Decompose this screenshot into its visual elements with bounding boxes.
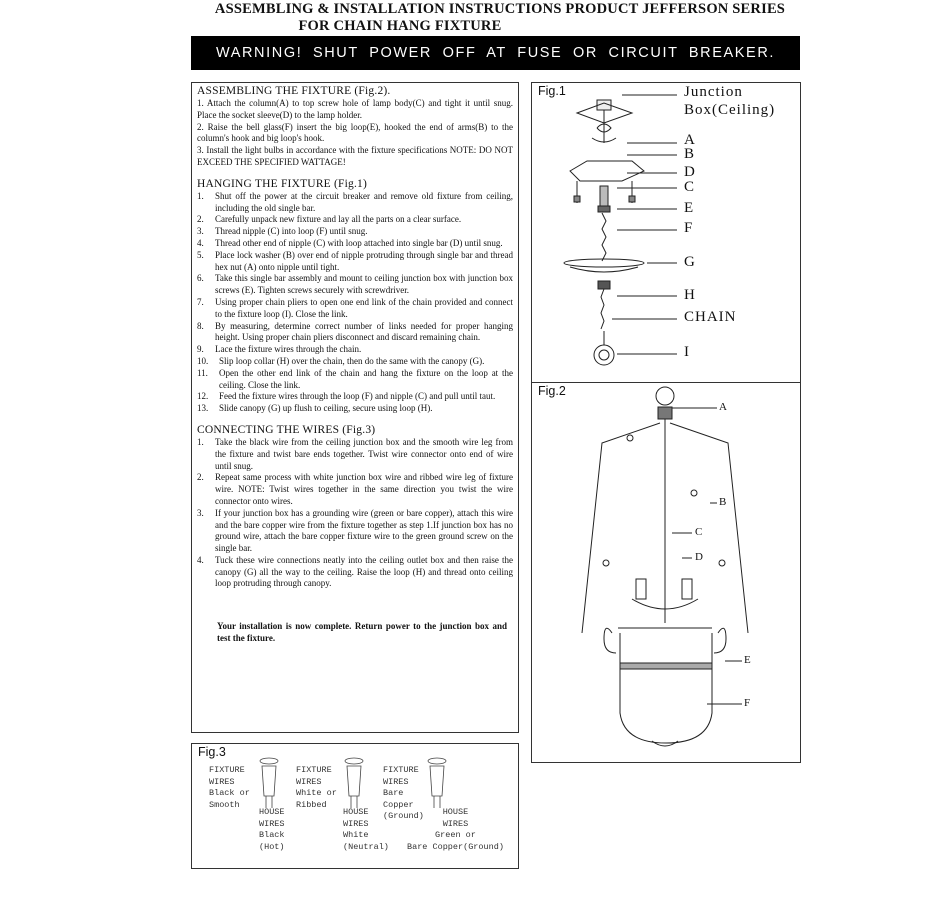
fig1-part-chain: CHAIN	[684, 309, 737, 325]
hanging-steps-list	[197, 191, 513, 415]
fig1-part-f: F	[684, 220, 694, 236]
hanging-step	[197, 344, 513, 356]
fig2-part-b: B	[719, 496, 727, 508]
hanging-step-number: 13.	[197, 403, 209, 414]
hanging-step-number: 12.	[197, 391, 209, 402]
connecting-section	[197, 424, 513, 644]
junction-box-label-2: Box(Ceiling)	[684, 102, 776, 118]
fig2-part-e: E	[744, 654, 751, 666]
fig1-part-e: E	[684, 200, 695, 216]
hanging-step	[197, 297, 513, 321]
figure-3-label: Fig.3	[198, 745, 226, 759]
connecting-step	[197, 555, 513, 590]
hanging-step-text: Slip loop collar (H) over the chain, then do the same with the canopy (G).	[219, 355, 485, 366]
hanging-step-number: 9.	[197, 344, 204, 355]
connecting-steps-list	[197, 437, 513, 590]
hanging-step-number: 10.	[197, 355, 209, 366]
connecting-step-text: Repeat same process with white junction box wire and ribbed wire leg of fixture wire. NOTE: Twist wires together in the same direction you twist the wire connector onto wires.	[215, 472, 513, 506]
hanging-step-text: Carefully unpack new fixture and lay all the parts on a clear surface.	[215, 214, 462, 225]
chain-hang-diagram	[532, 83, 800, 382]
figure-3-panel	[191, 743, 519, 869]
hanging-step-text: Thread other end of nipple (C) with loop attached into single bar (D) until snug.	[215, 237, 503, 248]
hanging-step	[197, 238, 513, 250]
fig2-part-d: D	[695, 551, 703, 563]
fig1-part-g: G	[684, 254, 696, 270]
hanging-step-text: Feed the fixture wires through the loop (F) and nipple (C) and pull until taut.	[219, 391, 496, 402]
fig3-house-wires-white: HOUSE WIRES White (Neutral)	[343, 807, 389, 852]
connecting-step-text: Take the black wire from the ceiling junction box and the smooth wire leg from the fixture and twist bare ends together. Twist wire connector onto end of wire until snug.	[215, 436, 513, 471]
fig3-house-wires-green: HOUSE WIRES Green or Bare Copper(Ground)	[407, 807, 504, 852]
hanging-step-number: 1.	[197, 190, 204, 201]
hanging-step-text: Thread nipple (C) into loop (F) until snug.	[215, 226, 368, 237]
connecting-step	[197, 437, 513, 472]
fig3-fixture-wires-white: FIXTURE WIRES White or Ribbed	[296, 765, 337, 810]
figure-1-panel	[531, 82, 801, 383]
fig1-part-c: C	[684, 179, 696, 195]
connecting-heading: CONNECTING THE WIRES (Fig.3)	[197, 423, 376, 436]
fig3-fixture-wires-black: FIXTURE WIRES Black or Smooth	[209, 765, 250, 810]
fig1-part-d: D	[684, 164, 696, 180]
fig3-fixture-wires-copper: FIXTURE WIRES Bare Copper (Ground)	[383, 765, 424, 821]
connecting-step-text: If your junction box has a grounding wire (green or bare copper), attach this wire and the bare copper wire from the fixture together as step 1.If junction box has no ground wire, attach the bare copper fixture wire to the green ground screw on the single bar.	[215, 507, 513, 554]
hanging-step-number: 3.	[197, 226, 204, 237]
hanging-step-number: 2.	[197, 214, 204, 225]
fig1-part-a: A	[684, 132, 696, 148]
fig2-part-c: C	[695, 526, 703, 538]
connecting-step	[197, 508, 513, 555]
hanging-step-number: 11.	[197, 367, 208, 378]
hanging-step	[197, 368, 513, 392]
hanging-step-number: 4.	[197, 237, 204, 248]
fig1-part-h: H	[684, 287, 696, 303]
hanging-step-text: By measuring, determine correct number of links needed for proper hanging height. Using proper chain pliers disconnect and discard remaining chain.	[215, 320, 513, 343]
hanging-step-text: Shut off the power at the circuit breaker and remove old fixture from ceiling, including the old single bar.	[215, 190, 513, 213]
fig1-part-i: I	[684, 344, 690, 360]
assembling-step: 3. Install the light bulbs in accordance with the fixture specifications NOTE: DO NOT EXCEED THE SPECIFIED WATTAGE!	[197, 145, 513, 167]
figure-1-label: Fig.1	[538, 84, 566, 98]
assembling-section	[197, 85, 513, 169]
connecting-step-text: Tuck these wire connections neatly into the ceiling outlet box and then raise the canopy (G) all the way to the ceiling. Raise the loop (H) and thread onto ceiling loop protruding through canopy.	[215, 554, 513, 589]
connecting-step-number: 3.	[197, 507, 204, 518]
hanging-step-text: Place lock washer (B) over end of nipple protruding through single bar and thread hex nut (A) onto nipple until tight.	[215, 249, 513, 272]
fig3-house-wires-black: HOUSE WIRES Black (Hot)	[259, 807, 285, 852]
assembling-step: 1. Attach the column(A) to top screw hole of lamp body(C) and tight it until snug. Place the socket sleeve(D) to the lamp holder.	[197, 98, 513, 120]
fixture-assembly-diagram	[532, 383, 800, 762]
warning-banner: WARNING! SHUT POWER OFF AT FUSE OR CIRCUIT BREAKER.	[191, 36, 800, 70]
figure-2-label: Fig.2	[538, 384, 566, 398]
hanging-step	[197, 356, 513, 368]
page-subtitle: FOR CHAIN HANG FIXTURE	[298, 18, 502, 34]
assembling-step: 2. Raise the bell glass(F) insert the big loop(E), hooked the end of arms(B) to the column's hook and big loop's hook.	[197, 121, 513, 144]
hanging-step	[197, 250, 513, 274]
hanging-step-text: Using proper chain pliers to open one end link of the chain provided and connect to the fixture loop (I). Close the link.	[215, 296, 513, 319]
hanging-step-number: 5.	[197, 249, 204, 260]
hanging-step	[197, 191, 513, 215]
hanging-step-number: 7.	[197, 296, 204, 307]
hanging-step	[197, 226, 513, 238]
hanging-step-text: Lace the fixture wires through the chain.	[215, 344, 362, 355]
hanging-step	[197, 214, 513, 226]
hanging-step	[197, 391, 513, 403]
fig2-part-a: A	[719, 401, 727, 413]
hanging-step-number: 8.	[197, 320, 204, 331]
hanging-heading: HANGING THE FIXTURE (Fig.1)	[197, 177, 368, 190]
hanging-step	[197, 403, 513, 415]
fig2-part-f: F	[744, 697, 751, 709]
hanging-step-text: Slide canopy (G) up flush to ceiling, secure using loop (H).	[219, 403, 433, 414]
completion-note: Your installation is now complete. Return power to the junction box and test the fixture.	[217, 621, 507, 644]
assembling-heading: ASSEMBLING THE FIXTURE (Fig.2).	[197, 85, 391, 97]
connecting-step-number: 2.	[197, 472, 204, 483]
connecting-step-number: 4.	[197, 554, 204, 565]
connecting-step-number: 1.	[197, 436, 204, 447]
connecting-step	[197, 472, 513, 507]
hanging-step-number: 6.	[197, 273, 204, 284]
hanging-step-text: Open the other end link of the chain and hang the fixture on the loop at the ceiling. Close the link.	[219, 367, 513, 390]
page-title: ASSEMBLING & INSTALLATION INSTRUCTIONS PRODUCT JEFFERSON SERIES	[214, 1, 786, 17]
junction-box-label-1: Junction	[684, 84, 743, 100]
hanging-step-text: Take this single bar assembly and mount to ceiling junction box with junction box screws (E). Tighten screws securely with screwdriver.	[215, 273, 513, 296]
hanging-step	[197, 273, 513, 297]
instructions-panel	[191, 82, 519, 733]
hanging-step	[197, 321, 513, 345]
figure-2-panel	[531, 382, 801, 763]
hanging-section	[197, 178, 513, 415]
fig1-part-b: B	[684, 146, 696, 162]
